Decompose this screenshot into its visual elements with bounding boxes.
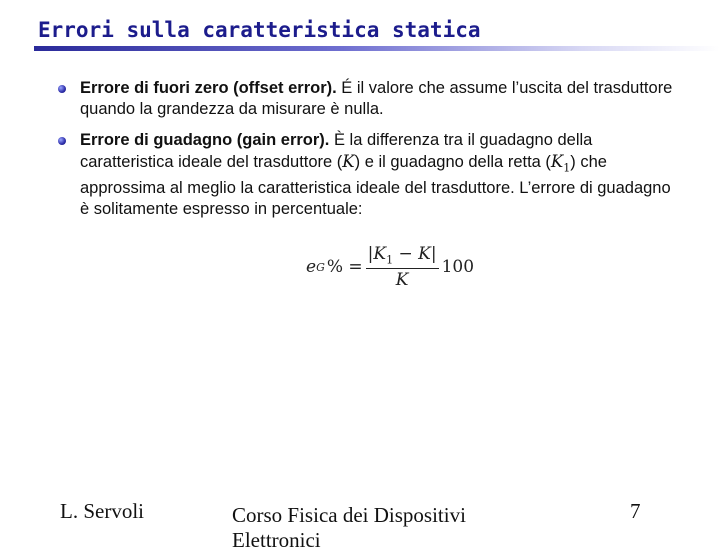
- symbol-K: K: [342, 152, 355, 171]
- bullet-body-part3: ) che approssima al meglio la caratteristica ideale del trasduttore. L’errore di guadagno è solitamente espresso in percentuale:: [80, 153, 671, 219]
- bullet-term: Errore di guadagno (gain error).: [80, 131, 330, 149]
- footer-page-number: 7: [630, 499, 641, 523]
- title-underline: [34, 46, 720, 51]
- bullet-body-part2: ) e il guadagno della retta (: [354, 153, 551, 171]
- bullet-dot-icon: [58, 85, 66, 93]
- abs-open: |: [367, 244, 374, 264]
- formula-lhs-sub: G: [316, 260, 325, 274]
- symbol-K1: K: [550, 152, 564, 171]
- symbol-K1-subscript: 1: [563, 161, 571, 175]
- bullet-gain-error: [58, 130, 678, 220]
- formula-factor: 100: [441, 257, 475, 278]
- gain-error-formula: [306, 244, 474, 290]
- bullet-list: [58, 78, 678, 230]
- formula-lhs-var: e: [306, 257, 317, 278]
- slide-title: Errori sulla caratteristica statica: [38, 18, 481, 42]
- formula-denominator: K: [395, 270, 409, 291]
- abs-close: |: [430, 244, 437, 264]
- numerator-k: K: [418, 244, 431, 264]
- footer-course: Corso Fisica dei Dispositivi Elettronici: [232, 503, 466, 552]
- bullet-offset-error: [58, 78, 678, 120]
- bullet-term: Errore di fuori zero (offset error).: [80, 79, 337, 97]
- bullet-body: É il valore che assume l’uscita del trasduttore quando la grandezza da misurare è nulla.: [80, 79, 673, 118]
- bullet-dot-icon: [58, 137, 66, 145]
- bullet-text: [80, 78, 678, 120]
- formula-numerator: [366, 244, 439, 269]
- bullet-text: [80, 130, 678, 220]
- formula-fraction: [366, 244, 439, 290]
- bullet-body-part1: È la differenza tra il guadagno della caratteristica ideale del trasduttore (: [80, 131, 593, 171]
- numerator-k1-sub: 1: [386, 253, 394, 267]
- numerator-k1: K: [373, 244, 387, 264]
- numerator-minus: −: [393, 244, 419, 264]
- footer-author: L. Servoli: [60, 499, 144, 523]
- formula-lhs-rest: % =: [326, 257, 363, 278]
